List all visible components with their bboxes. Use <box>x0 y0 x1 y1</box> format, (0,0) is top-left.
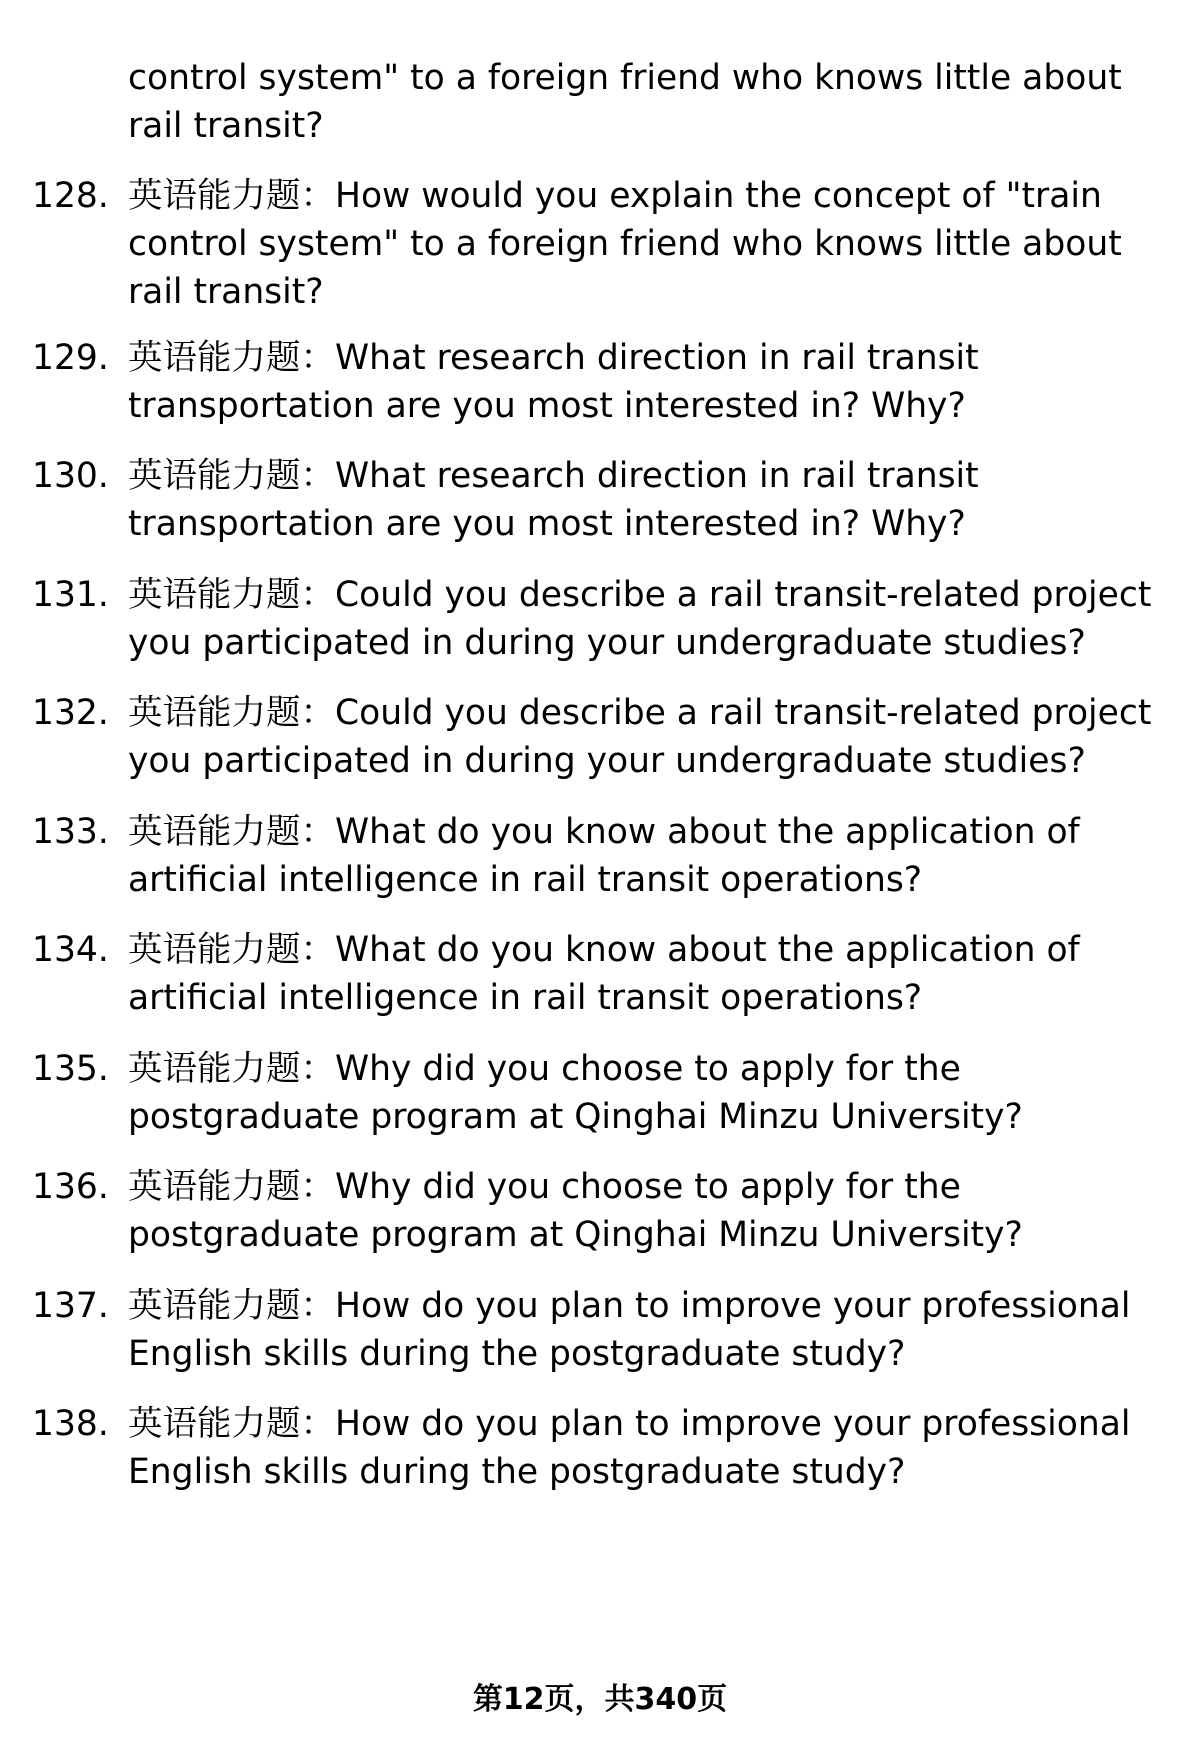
question-body <box>128 1282 1168 1378</box>
question-label: 英语能力题： <box>128 1049 335 1089</box>
question-label: 英语能力题： <box>128 1404 335 1444</box>
question-text: What do you know about the application of artificial intelligence in rail transit operations? <box>128 930 1080 1018</box>
question-text: How do you plan to improve your professional English skills during the postgraduate study? <box>128 1404 1131 1492</box>
question-body <box>128 571 1168 667</box>
question-text: How would you explain the concept of "train control system" to a foreign friend who knows little about rail transit? <box>128 176 1122 312</box>
question-label: 英语能力题： <box>128 693 335 733</box>
question-text: What research direction in rail transit transportation are you most interested in? Why? <box>128 456 979 544</box>
question-label: 英语能力题： <box>128 1286 335 1326</box>
question-body <box>128 334 1168 430</box>
question-text: What research direction in rail transit transportation are you most interested in? Why? <box>128 338 979 426</box>
question-label: 英语能力题： <box>128 812 335 852</box>
question-label: 英语能力题： <box>128 575 335 615</box>
question-body <box>128 1163 1168 1259</box>
question-number: 133. <box>32 812 109 852</box>
question-number: 136. <box>32 1167 109 1207</box>
question-body <box>128 689 1168 785</box>
question-number: 129. <box>32 338 109 378</box>
question-body <box>128 452 1168 548</box>
question-body <box>128 1045 1168 1141</box>
question-text: Could you describe a rail transit-related project you participated in during your undergraduate studies? <box>128 575 1152 663</box>
question-text: Could you describe a rail transit-related project you participated in during your undergraduate studies? <box>128 693 1152 781</box>
question-number: 131. <box>32 575 109 615</box>
question-number: 134. <box>32 930 109 970</box>
question-number: 135. <box>32 1049 109 1089</box>
question-number: 128. <box>32 176 109 216</box>
question-label: 英语能力题： <box>128 338 335 378</box>
question-number: 138. <box>32 1404 109 1444</box>
question-body <box>128 1400 1168 1496</box>
question-label: 英语能力题： <box>128 456 335 496</box>
question-text: How do you plan to improve your professional English skills during the postgraduate study? <box>128 1286 1131 1374</box>
page-footer: 第12页，共340页 <box>472 1682 728 1717</box>
question-number: 130. <box>32 456 109 496</box>
question-body <box>128 172 1168 316</box>
question-continuation: control system" to a foreign friend who knows little about rail transit? <box>128 58 1122 146</box>
question-label: 英语能力题： <box>128 930 335 970</box>
question-text: Why did you choose to apply for the postgraduate program at Qinghai Minzu University? <box>128 1049 1023 1137</box>
question-text: Why did you choose to apply for the postgraduate program at Qinghai Minzu University? <box>128 1167 1023 1255</box>
question-number: 132. <box>32 693 109 733</box>
question-body <box>128 808 1168 904</box>
question-text: What do you know about the application of artificial intelligence in rail transit operations? <box>128 812 1080 900</box>
question-body <box>128 926 1168 1022</box>
question-label: 英语能力题： <box>128 176 335 216</box>
question-number: 137. <box>32 1286 109 1326</box>
question-label: 英语能力题： <box>128 1167 335 1207</box>
